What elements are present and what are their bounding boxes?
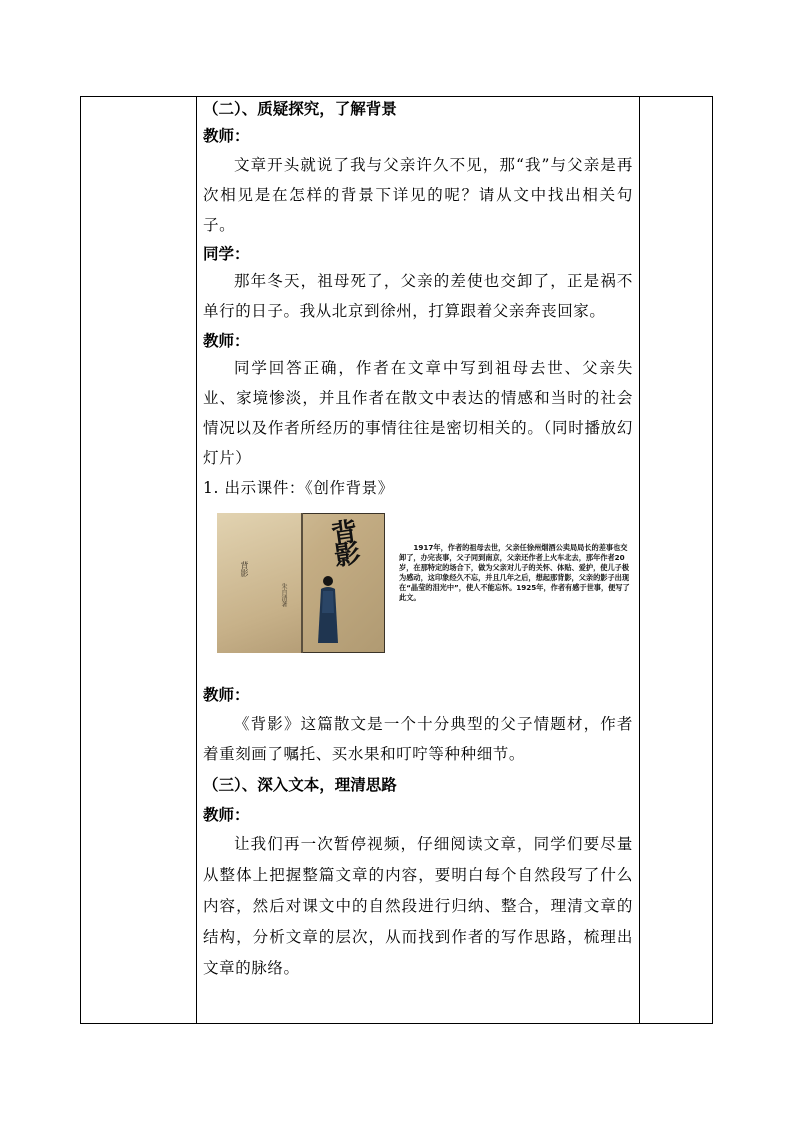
lesson-content-cell — [197, 97, 639, 984]
book-calligraphy-title: 背影 — [325, 517, 361, 565]
speaker-label: 教师： — [203, 685, 250, 704]
father-silhouette-icon — [317, 573, 339, 647]
slide-caption: 1917年，作者的祖母去世，父亲任徐州烟酒公卖局局长的差事也交卸了，办完丧事，父子同到南京，父亲还作者上火车北去，那年作者20岁，在那特定的场合下，做为父亲对儿子的关怀、体贴、爱护，使儿子极为感动，这印象经久不忘，并且几年之后，想起那背影，父亲的影子出现在“晶莹的泪光中”，使人不能忘怀。1925年，作者有感于世事，便写了此文。 — [399, 543, 630, 602]
paragraph: 同学回答正确，作者在文章中写到祖母去世、父亲失业、家境惨淡，并且作者在散文中表达的情感和当时的社会情况以及作者所经历的事情往往是密切相关的。（同时播放幻灯片） — [203, 359, 633, 467]
book-cover-image — [217, 513, 385, 653]
book-spine-title: 背影 — [240, 561, 249, 577]
column-divider-right — [639, 97, 640, 1023]
paragraph: 那年冬天，祖母死了，父亲的差使也交卸了，正是祸不单行的日子。我从北京到徐州，打算跟着父亲奔丧回家。 — [203, 272, 633, 320]
section-heading: （二）、质疑探究，了解背景 — [203, 99, 397, 118]
courseware-line: 1. 出示课件：《创作背景》 — [203, 479, 394, 497]
section-heading: （三）、深入文本，理清思路 — [203, 775, 397, 794]
book-author: 朱自清著 — [280, 583, 287, 607]
speaker-label: 教师： — [203, 126, 250, 145]
book-left-page — [217, 513, 303, 653]
lesson-table — [80, 96, 713, 1024]
speaker-label: 教师： — [203, 805, 250, 824]
paragraph: 让我们再一次暂停视频，仔细阅读文章，同学们要尽量从整体上把握整篇文章的内容，要明白每个自然段写了什么内容，然后对课文中的自然段进行归纳、整合，理清文章的结构，分析文章的层次，从而找到作者的写作思路，梳理出文章的脉络。 — [203, 835, 633, 977]
speaker-label: 同学： — [203, 244, 250, 263]
speaker-label: 教师： — [203, 331, 250, 350]
paragraph: 《背影》这篇散文是一个十分典型的父子情题材，作者着重刻画了嘱托、买水果和叮咛等种种细节。 — [203, 715, 633, 763]
paragraph: 文章开头就说了我与父亲许久不见，那“我”与父亲是再次相见是在怎样的背景下详见的呢？请从文中找出相关句子。 — [203, 156, 633, 234]
background-slide-figure — [203, 503, 633, 683]
